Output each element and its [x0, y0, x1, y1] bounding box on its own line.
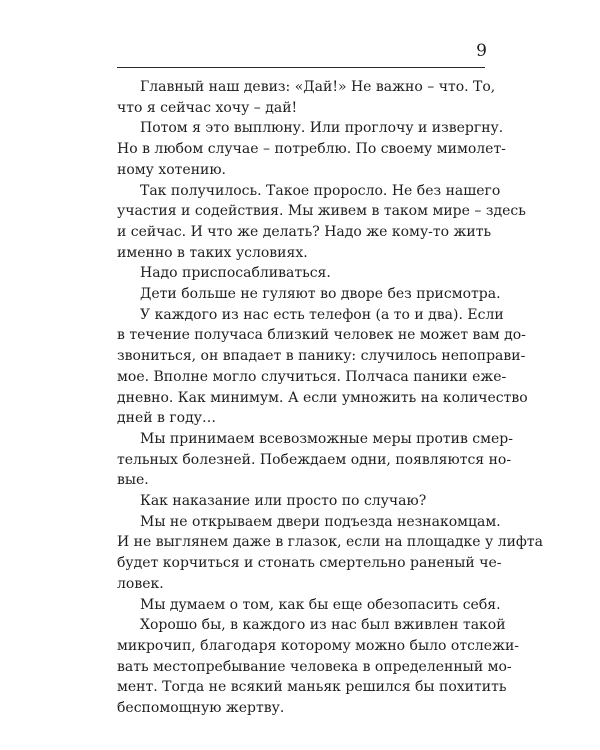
text-line: именно в таких условиях. [117, 244, 308, 261]
text-line: Как наказание или просто по случаю? [140, 493, 427, 510]
text-line: Так получилось. Такое проросло. Не без нашего [140, 182, 501, 199]
text-line: вать местопребывание человека в определенный мо- [117, 658, 512, 675]
paragraph [117, 77, 496, 118]
text-line: мое. Вполне могло случиться. Полчаса паники еже- [117, 368, 507, 385]
paragraph [117, 615, 520, 719]
text-line: У каждого из нас есть телефон (а то и два). Если [140, 306, 504, 323]
text-line: Дети больше не гуляют во дворе без присмотра. [140, 286, 501, 303]
text-line: что я сейчас хочу – дай! [117, 99, 298, 116]
text-line: Мы думаем о том, как бы еще обезопасить себя. [140, 596, 501, 613]
header-rule [117, 67, 485, 68]
text-line: ному хотению. [117, 161, 226, 178]
text-line: Но в любом случае – потреблю. По своему мимолет- [117, 141, 506, 158]
text-line: мент. Тогда не всякий маньяк решился бы похитить [117, 679, 507, 696]
paragraph [117, 429, 514, 491]
paragraph [117, 118, 506, 180]
text-line: звониться, он впадает в панику: случилось непоправи- [117, 348, 526, 365]
text-line: дней в году… [117, 410, 216, 427]
text-line: Надо приспосабливаться. [140, 265, 331, 282]
text-line: ловек. [117, 575, 164, 592]
text-line: вые. [117, 472, 149, 489]
page-number: 9 [476, 41, 487, 61]
text-line: Главный наш девиз: «Дай!» Не важно – что. То, [140, 79, 496, 95]
body-text [117, 77, 543, 719]
text-line: беспомощную жертву. [117, 700, 285, 717]
text-line: и сейчас. И что же делать? Надо же кому-то жить [117, 223, 492, 240]
paragraph [117, 512, 543, 595]
paragraph [117, 491, 485, 512]
text-line: будет корчиться и стонать смертельно раненый че- [117, 555, 502, 572]
text-line: Мы принимаем всевозможные меры против смер- [140, 430, 514, 447]
paragraph [117, 284, 501, 305]
text-line: дневно. Как минимум. А если умножить на количество [117, 389, 528, 406]
paragraph [117, 263, 485, 284]
paragraph [117, 181, 526, 264]
text-line: участия и содействия. Мы живем в таком мире – здесь [117, 203, 526, 220]
text-line: микрочип, благодаря которому можно было отслежи- [117, 637, 520, 654]
paragraph [117, 595, 501, 616]
text-line: тельных болезней. Побеждаем одни, появляются но- [117, 451, 512, 468]
text-line: в течение получаса близкий человек не может вам до- [117, 327, 526, 344]
text-line: И не выглянем даже в глазок, если на площадке у лифта [117, 534, 543, 551]
paragraph [117, 305, 528, 429]
text-line: Потом я это выплюну. Или проглочу и извергну. [140, 120, 504, 137]
text-line: Хорошо бы, в каждого из нас был вживлен такой [140, 617, 506, 634]
text-line: Мы не открываем двери подъезда незнакомцам. [140, 513, 501, 530]
